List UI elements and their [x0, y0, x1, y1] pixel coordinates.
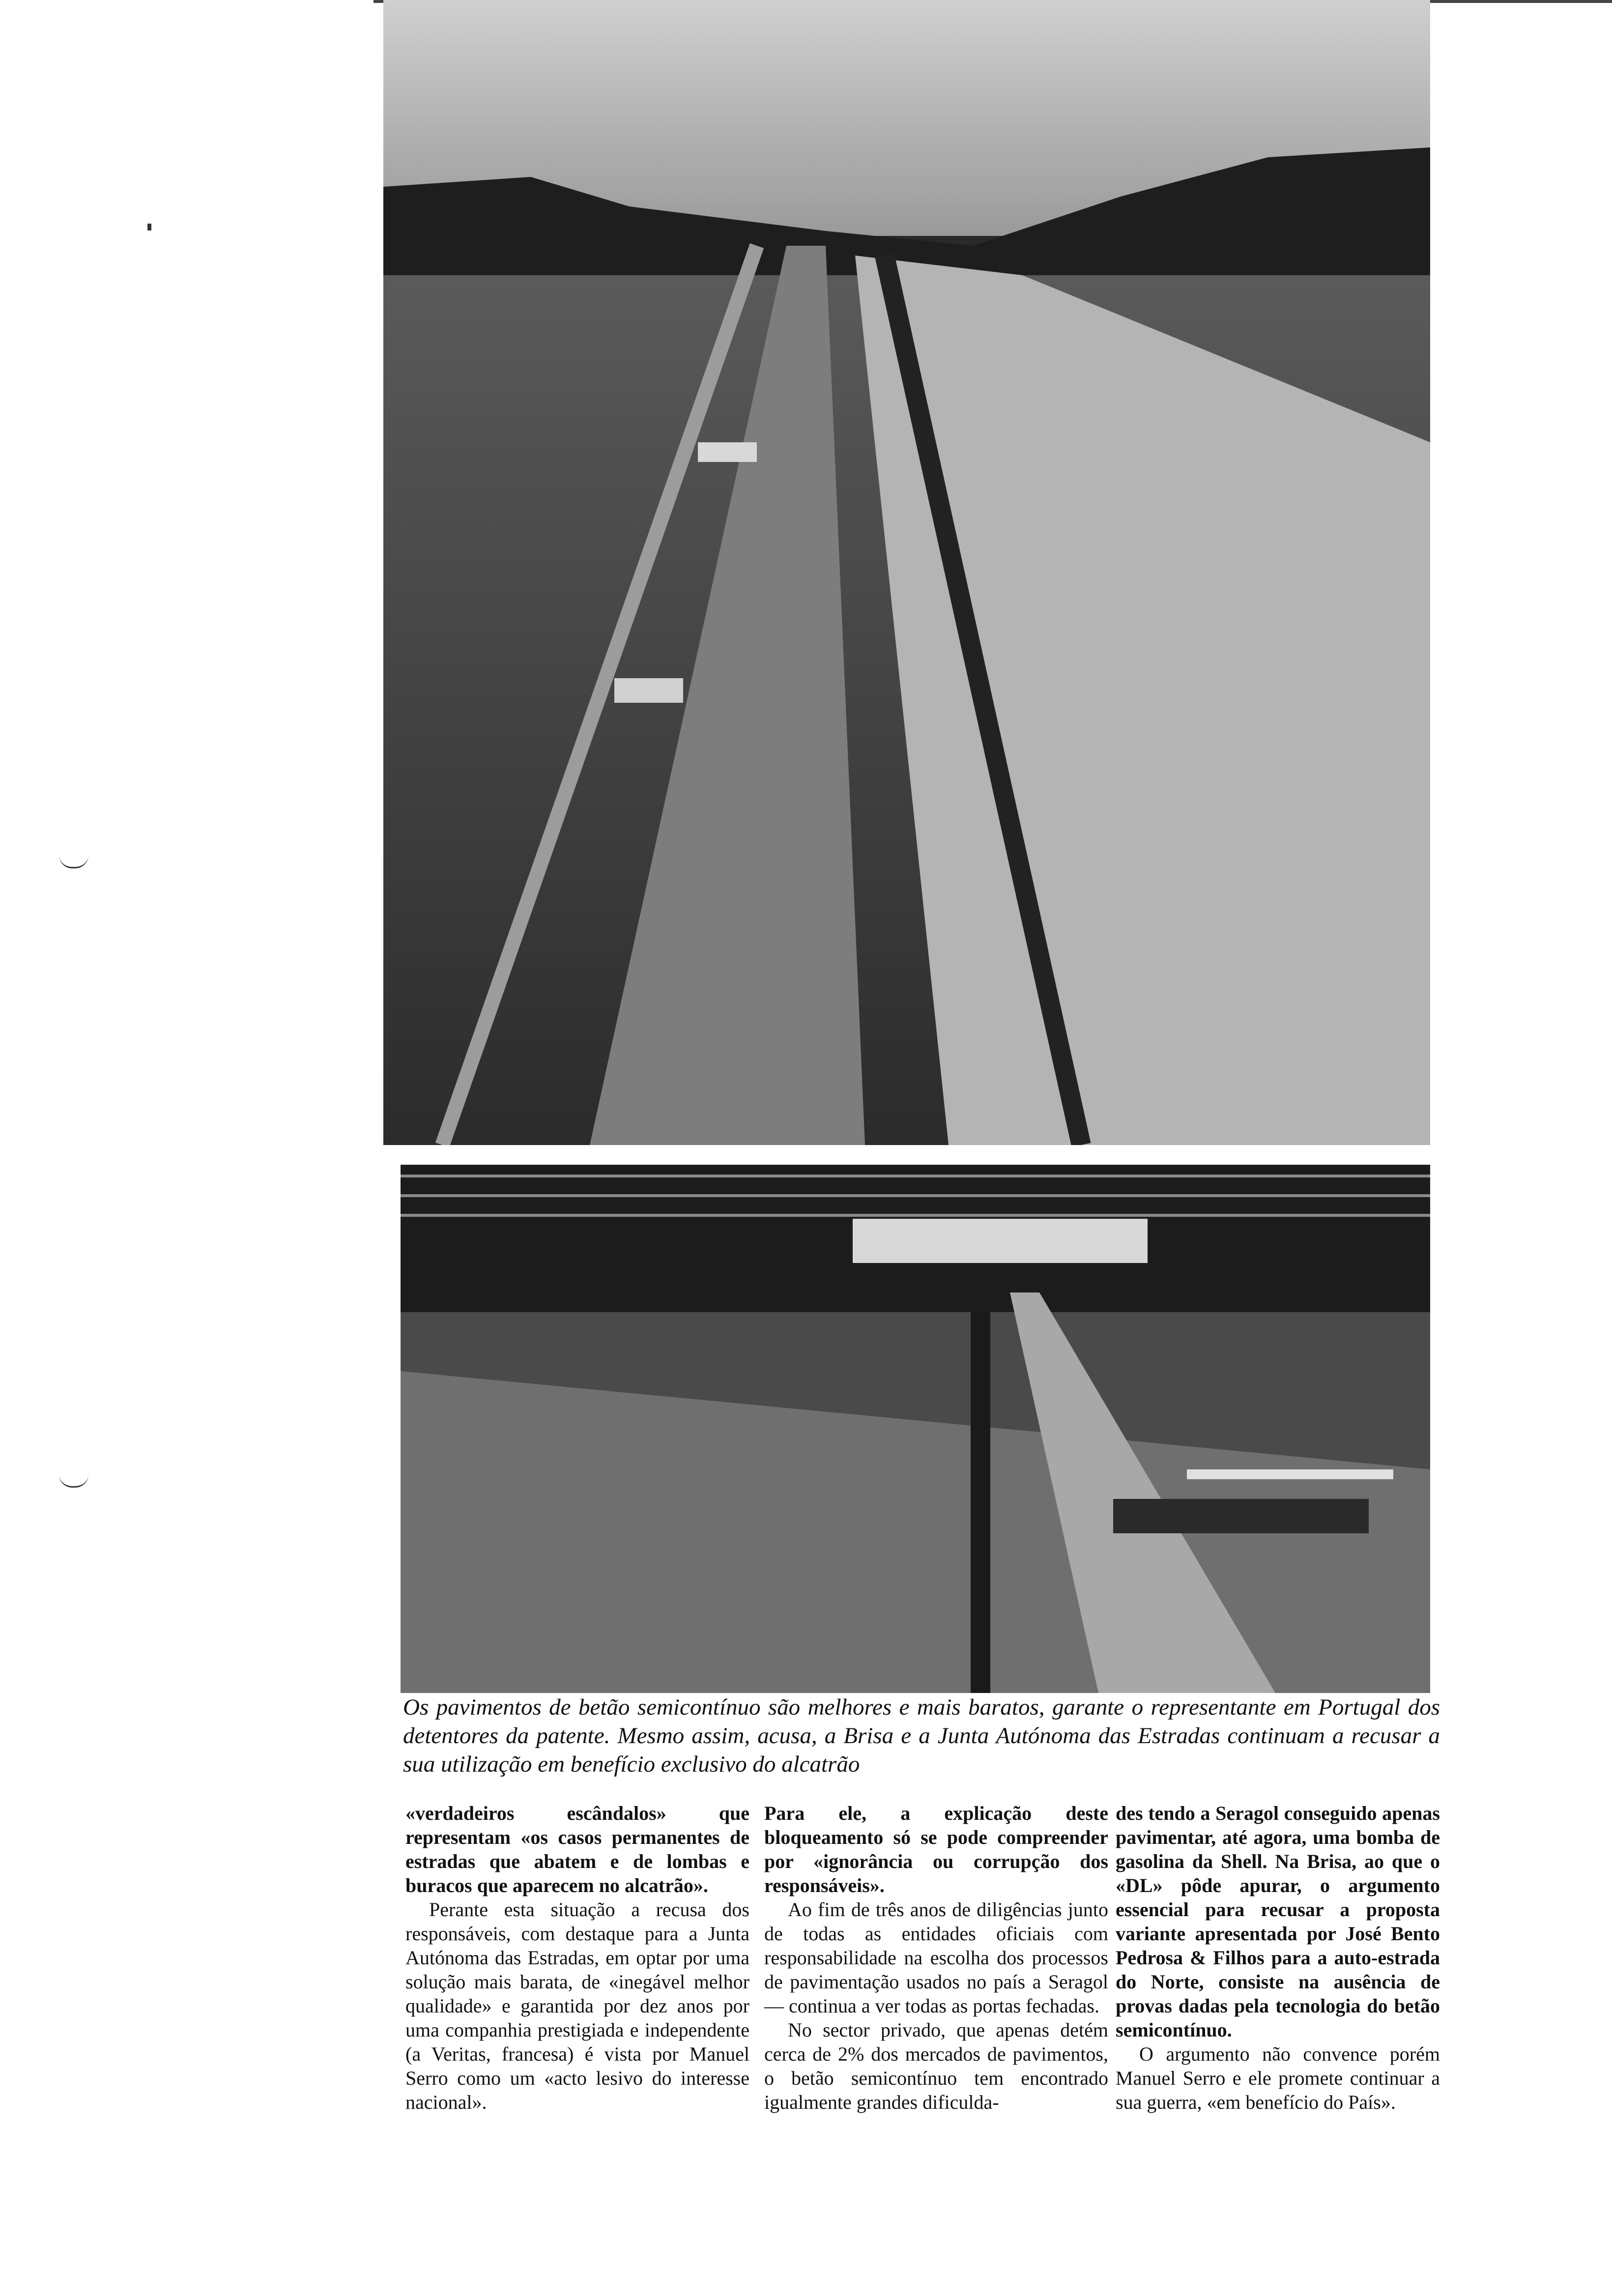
- photo-caption: Os pavimentos de betão semicontínuo são melhores e mais baratos, garante o representante em Portugal dos detentores da patente. Mesmo assim, acusa, a Brisa e a Junta Autónoma das Estradas continuam a recusar a sua utilização em benefício exclusivo do alcatrão: [403, 1694, 1440, 1777]
- paragraph: «verdadeiros escândalos» que representam «os casos permanentes de estradas que abatem e de lombas e buracos que aparecem no alcatrão».: [405, 1802, 749, 1896]
- photo-road-top: [383, 0, 1430, 1145]
- paragraph: des tendo a Seragol conseguido apenas pavimentar, até agora, uma bomba de gasolina da Shell. Na Brisa, ao que o «DL» pôde apurar, o argumento essencial para recusar a proposta variante apresentada por José Bento Pedrosa & Filhos para a auto-estrada do Norte, consiste na ausência de provas dadas pela tecnologia do betão semicontínuo.: [1116, 1802, 1440, 2041]
- road-construction-photo-icon: [383, 0, 1430, 1145]
- paragraph: Perante esta situação a recusa dos responsáveis, com destaque para a Junta Autónoma das Estradas, em optar por uma solução mais barata, de «inegável melhor qualidade» e garantida por dez anos por uma companhia prestigiada e independente (a Veritas, francesa) é vista por Manuel Serro como um «acto lesivo do interesse nacional».: [405, 1898, 749, 2113]
- article-column-1: [405, 1801, 749, 2114]
- article-column-3: [1116, 1801, 1440, 2114]
- paragraph: No sector privado, que apenas detém cerca de 2% dos mercados de pavimentos, o betão semicontínuo tem encontrado igualmente grandes dificulda-: [764, 2019, 1108, 2113]
- paragraph: Ao fim de três anos de diligências junto de todas as entidades oficiais com responsabilidade na escolha dos processos de pavimentação usados no país a Seragol — continua a ver todas as portas fechadas.: [764, 1898, 1108, 2017]
- margin-speck: [147, 224, 151, 230]
- margin-mark: [59, 1474, 88, 1488]
- article-column-2: [764, 1801, 1108, 2114]
- road-construction-photo-icon: [401, 1165, 1430, 1693]
- margin-mark: [59, 855, 88, 868]
- paragraph: O argumento não convence porém Manuel Serro e ele promete continuar a sua guerra, «em benefício do País».: [1116, 2043, 1440, 2113]
- photo-road-bottom: [401, 1165, 1430, 1693]
- paragraph: Para ele, a explicação deste bloqueamento só se pode compreender por «ignorância ou corrupção dos responsáveis».: [764, 1802, 1108, 1896]
